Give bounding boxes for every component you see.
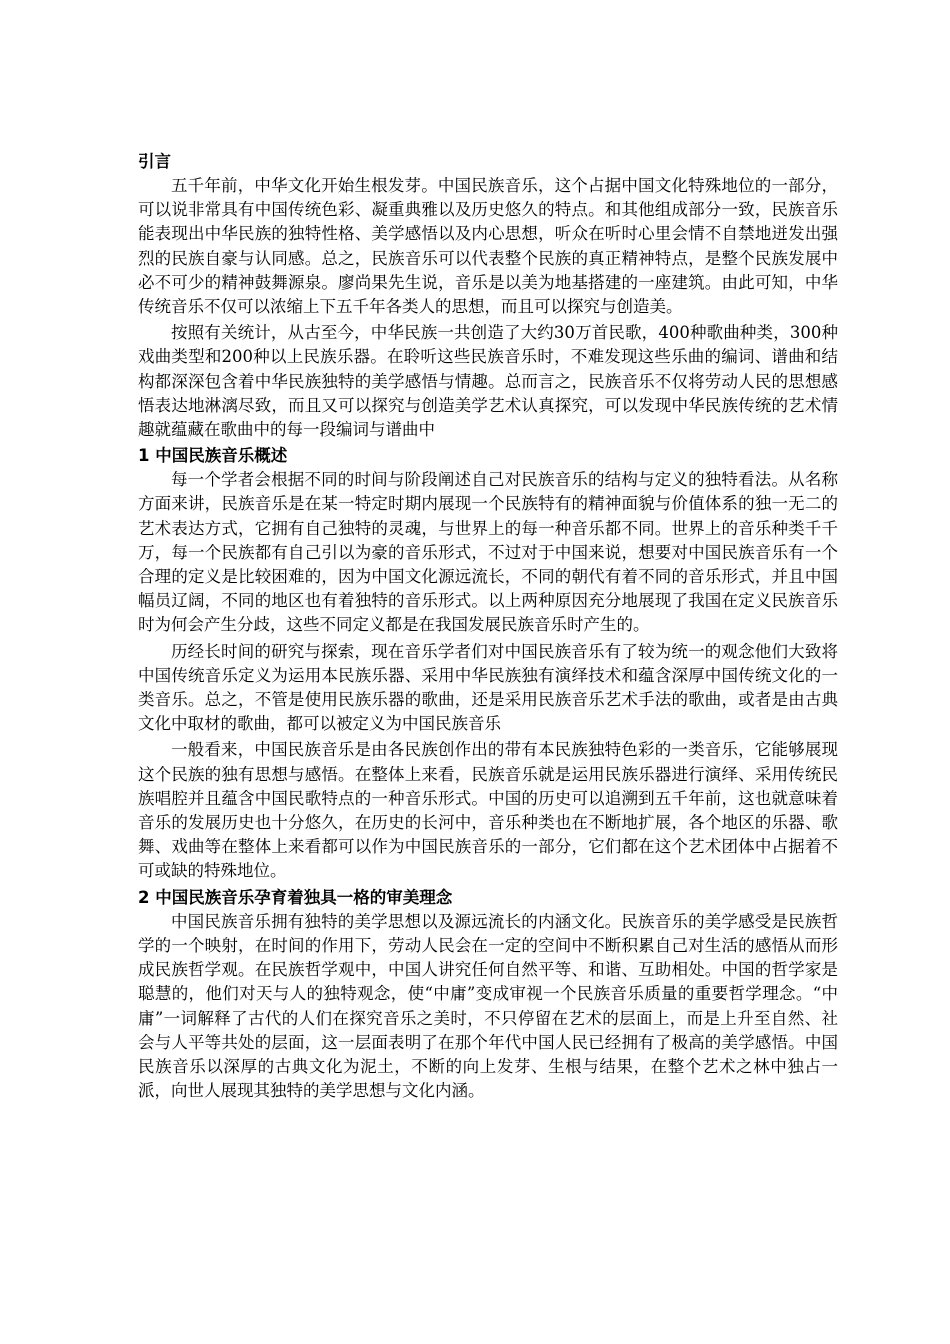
- section-heading-aesthetics: 2 中国民族音乐孕育着独具一格的审美理念: [138, 887, 453, 907]
- paragraph: 一般看来，中国民族音乐是由各民族创作出的带有本民族独特色彩的一类音乐，它能够展现这个民族的独有思想与感悟。在整体上来看，民族音乐就是运用民族乐器进行演绎、采用传统民族唱腔并且蕴含中国民歌特点的一种音乐形式。中国的历史可以追溯到五千年前，这也就意味着音乐的发展历史也十分悠久，在历史的长河中，音乐种类也在不断地扩展，各个地区的乐器、歌舞、戏曲等在整体上来看都可以作为中国民族音乐的一部分，它们都在这个艺术团体中占据着不可或缺的特殊地位。: [138, 740, 838, 881]
- section-heading-overview: 1 中国民族音乐概述: [138, 446, 288, 466]
- paragraph: 五千年前，中华文化开始生根发芽。中国民族音乐，这个占据中国文化特殊地位的一部分，可以说非常具有中国传统色彩、凝重典雅以及历史悠久的特点。和其他组成部分一致，民族音乐能表现出中华民族的独特性格、美学感悟以及内心思想，听众在听时心里会情不自禁地迸发出强烈的民族自豪与认同感。总之，民族音乐可以代表整个民族的真正精神特点，是整个民族发展中必不可少的精神鼓舞源泉。廖尚果先生说，音乐是以美为地基搭建的一座建筑。由此可知，中华传统音乐不仅可以浓缩上下五千年各类人的思想，而且可以探究与创造美。: [138, 176, 838, 317]
- paragraph: 每一个学者会根据不同的时间与阶段阐述自己对民族音乐的结构与定义的独特看法。从名称方面来讲，民族音乐是在某一特定时期内展现一个民族特有的精神面貌与价值体系的独一无二的艺术表达方式，它拥有自己独特的灵魂，与世界上的每一种音乐都不同。世界上的音乐种类千千万，每一个民族都有自己引以为豪的音乐形式，不过对于中国来说，想要对中国民族音乐有一个合理的定义是比较困难的，因为中国文化源远流长，不同的朝代有着不同的音乐形式，并且中国幅员辽阔，不同的地区也有着独特的音乐形式。以上两种原因充分地展现了我国在定义民族音乐时为何会产生分歧，这些不同定义都是在我国发展民族音乐时产生的。: [138, 470, 838, 635]
- paragraph: 中国民族音乐拥有独特的美学思想以及源远流长的内涵文化。民族音乐的美学感受是民族哲学的一个映射，在时间的作用下，劳动人民会在一定的空间中不断积累自己对生活的感悟从而形成民族哲学观。在民族哲学观中，中国人讲究任何自然平等、和谐、互助相处。中国的哲学家是聪慧的，他们对天与人的独特观念，使“中庸”变成审视一个民族音乐质量的重要哲学理念。“中庸”一词解释了古代的人们在探究音乐之美时，不只停留在艺术的层面上，而是上升至自然、社会与人平等共处的层面，这一层面表明了在那个年代中国人民已经拥有了极高的美学感悟。中国民族音乐以深厚的古典文化为泥土，不断的向上发芽、生根与结果，在整个艺术之林中独占一派，向世人展现其独特的美学思想与文化内涵。: [138, 911, 838, 1101]
- section-heading-intro: 引言: [138, 152, 171, 171]
- paragraph: 按照有关统计，从古至今，中华民族一共创造了大约30万首民歌，400种歌曲种类，300种戏曲类型和200种以上民族乐器。在聆听这些民族音乐时，不难发现这些乐曲的编词、谱曲和结构都深深包含着中华民族独特的美学感悟与情趣。总而言之，民族音乐不仅将劳动人民的思想感悟表达地淋漓尽致，而且又可以探究与创造美学艺术认真探究，可以发现中华民族传统的艺术情趣就蕴藏在歌曲中的每一段编词与谱曲中: [138, 323, 838, 440]
- paragraph: 历经长时间的研究与探索，现在音乐学者们对中国民族音乐有了较为统一的观念他们大致将中国传统音乐定义为运用本民族乐器、采用中华民族独有演绎技术和蕴含深厚中国传统文化的一类音乐。总之，不管是使用民族乐器的歌曲，还是采用民族音乐艺术手法的歌曲，或者是由古典文化中取材的歌曲，都可以被定义为中国民族音乐: [138, 641, 838, 734]
- document-page: [138, 150, 838, 1105]
